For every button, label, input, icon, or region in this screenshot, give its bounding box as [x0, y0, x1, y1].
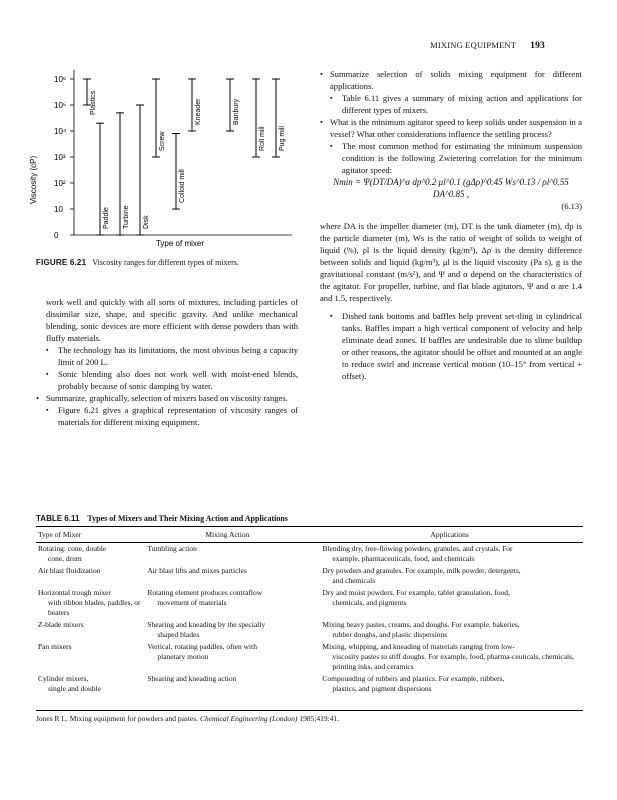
figure-caption-text: Viscosity ranges for different types of mixers. [92, 258, 239, 267]
source-end: 1985;419:41. [299, 714, 340, 723]
bullet-baffles: ▪ Dished tank bottoms and baffles help prevent set-tling in cylindrical tanks. Baffles impart a high vertical component of velocity and help eliminate dead zones. If baffles are undesirable due to slime buildup or other reasons, the agitator should be offset and mounted at an angle to reduce swirl and increase vertical motion (10–15° from vertical + offset). [320, 310, 582, 382]
cell-action [145, 565, 320, 587]
range-bar-screw [152, 79, 166, 157]
cell-applications-line1: Dry powders and granules. For example, milk powder, detergents, [322, 566, 521, 575]
cell-action-line1: Shearing and kneading by the specially [147, 620, 266, 629]
col-action: Mixing Action [145, 527, 320, 543]
figure-number: FIGURE 6.21 [36, 258, 87, 267]
bar-label: Turbine [123, 205, 130, 229]
y-tick-label: 0 [54, 231, 59, 240]
source-text: Jones R L. Mixing equipment for powders and pastes. [36, 714, 199, 723]
cell-action-line2: planetary motion [157, 652, 209, 661]
bar-label: Kneader [195, 98, 202, 125]
cell-applications-line2: plastics, and pigment dispersions [332, 684, 432, 693]
viscosity-chart [30, 60, 300, 250]
left-column [36, 296, 298, 428]
table-row [36, 619, 583, 641]
table-row [36, 673, 583, 695]
cell-applications-line1: Blending dry, free-flowing powders, granules, and crystals. For [322, 544, 513, 553]
cell-type-line1: Horizontal trough mixer [38, 588, 111, 597]
y-tick-label: 10³ [54, 153, 66, 162]
cell-applications [320, 619, 583, 641]
cell-type-line1: Cylinder mixers, [38, 674, 89, 683]
table-row [36, 565, 583, 587]
y-tick-label: 10⁴ [54, 127, 67, 136]
cell-applications [320, 543, 583, 566]
range-bar-pug-mill [272, 79, 286, 157]
bullet-figure-ref: ▪ Figure 6.21 gives a graphical representation of viscosity ranges of materials for different mixing equipment. [36, 404, 298, 428]
cell-type [36, 673, 145, 695]
bar-label: Paddle [103, 207, 110, 229]
table-header-row [36, 527, 583, 543]
cell-action [145, 587, 320, 619]
cell-applications-line2: chemicals, and pigments [332, 598, 407, 607]
bullet-summarize-graphically: • Summarize, graphically, selection of mixers based on viscosity ranges. [36, 392, 298, 404]
page-number: 193 [530, 41, 545, 51]
cell-type-line2: cone, drum [48, 554, 82, 563]
range-bar-kneader [188, 79, 202, 131]
y-axis-label: Viscosity (cP) [29, 155, 38, 205]
bar-label: Pug mill [279, 126, 286, 151]
bar-label: Colloid mill [179, 169, 186, 203]
y-tick-label: 10² [54, 179, 66, 188]
source-journal: Chemical Engineering (London) [199, 714, 298, 723]
bar-label: Roll mill [259, 126, 266, 151]
cell-type-line1: Pan mixers [38, 642, 72, 651]
cell-applications-line1: Mixing, whipping, and kneading of materials ranging from low- [322, 642, 515, 651]
cell-type-line1: Z-blade mixers [38, 620, 84, 629]
where-paragraph: where DA is the impeller diameter (m), DT is the tank diameter (m), dp is the particle diameter (m), Ws is the ratio of weight of solids to weight of liquid (%), ρl is the liquid density (kg/m³), Δρ is the density difference between solids and liquid (kg/m³), μl is the liquid viscosity (Pa s), g is the gravitational constant (m/s²), and Ψ and α depend on the characteristics of the agitator. For propeller, turbine, and flat blade agitators, Ψ and α are 1.4 and 1.5, respectively. [320, 221, 582, 303]
equation: Nmin = Ψ(DT/DA)^α dp^0.2 μl^0.1 (gΔρ)^0.45 Ws^0.13 / ρl^0.55 DA^0.85 , [333, 177, 569, 199]
equation-number: (6.13) [561, 201, 582, 211]
y-tick-label: 10⁶ [54, 75, 67, 84]
cell-type-line1: Rotating: cone, double [38, 544, 107, 553]
cell-applications-line1: Compounding of rubbers and plastics. For example, rubbers, [322, 674, 505, 683]
cell-action [145, 641, 320, 673]
table-row [36, 587, 583, 619]
bullet-zwietering: ▪ The most common method for estimating the minimum suspension condition is the following Zwietering correlation for the minimum agitator speed: [320, 140, 582, 176]
cell-applications [320, 673, 583, 695]
cell-applications-line1: Dry and moist powders. For example, tablet granulation, food, [322, 588, 510, 597]
bullet-capacity: ▪ The technology has its limitations, the most obvious being a capacity limit of 200 L. [36, 344, 298, 368]
cell-action-line2: movement of materials [157, 598, 227, 607]
y-tick-label: 10 [54, 205, 63, 214]
x-axis-label: Type of mixer [155, 239, 205, 248]
range-bar-banbury [226, 79, 240, 131]
cell-action-line1: Shearing and kneading action [147, 674, 237, 683]
cell-type [36, 619, 145, 641]
cell-action [145, 543, 320, 566]
cell-action-line1: Air blast lifts and mixes particles [147, 566, 247, 575]
paragraph-cont: work well and quickly with all sorts of mixtures, including particles of dissimilar size, shape, and specific gravity. And unlike mechanical blending, sonic devices are more efficient with dense powders than with fluffy materials. [46, 297, 298, 343]
range-bar-colloid-mill [172, 134, 186, 209]
bar-label: Banbury [233, 98, 240, 125]
bullet-agitator-speed: • What is the minimum agitator speed to keep solids under suspension in a vessel? What other considerations influence the settling process? [320, 116, 582, 140]
table-body [36, 543, 583, 696]
table-row [36, 543, 583, 566]
range-bar-plastics [83, 79, 97, 115]
bar-label: Plastics [90, 90, 97, 115]
cell-type [36, 587, 145, 619]
cell-applications [320, 641, 583, 673]
figure-caption [36, 258, 316, 267]
col-type: Type of Mixer [36, 527, 145, 543]
cell-applications [320, 587, 583, 619]
cell-type [36, 543, 145, 566]
cell-type [36, 565, 145, 587]
cell-applications [320, 565, 583, 587]
bar-label: Disk [143, 215, 150, 229]
cell-action-line1: Vertical, rotating paddles, often with [147, 642, 257, 651]
cell-action [145, 673, 320, 695]
y-axis-ticks [54, 75, 74, 240]
cell-applications-line1: Mixing heavy pastes, creams, and doughs. For example, bakeries, [322, 620, 520, 629]
range-bar-disk [136, 105, 150, 235]
cell-type-line2: single and double [48, 684, 101, 693]
col-applications: Applications [320, 527, 583, 543]
table-row [36, 641, 583, 673]
table-caption [36, 514, 296, 523]
range-bar-turbine [116, 113, 130, 235]
cell-applications-line2: and chemicals [332, 576, 376, 585]
range-bar-roll-mill [252, 79, 266, 157]
table-source [36, 710, 583, 723]
bullet-damping: ▪ Sonic blending also does not work well with moist-ened blends, probably because of sonic damping by water. [36, 368, 298, 392]
cell-applications-line2: viscosity pastes to stiff doughs. For example, food, pharma-ceuticals, chemicals, printing inks, and ceramics [332, 652, 574, 671]
cell-applications-line2: rubber doughs, and plastic dispersions [332, 630, 448, 639]
running-header [430, 40, 545, 51]
cell-action-line1: Tumbling action [147, 544, 197, 553]
range-bars [83, 79, 286, 235]
bullet-table-ref: ▪ Table 6.11 gives a summary of mixing action and applications for different types of mixers. [320, 92, 582, 116]
cell-type-line2: with ribbon blades, paddles, or beaters [48, 598, 141, 617]
table-number: TABLE 6.11 [36, 514, 80, 523]
cell-action-line2: shaped blades [157, 630, 200, 639]
bar-label: Screw [159, 131, 166, 151]
table-title: Types of Mixers and Their Mixing Action and Applications [87, 514, 288, 523]
running-title: MIXING EQUIPMENT [430, 40, 517, 50]
right-column [320, 68, 582, 382]
cell-type [36, 641, 145, 673]
cell-applications-line2: example, pharmaceuticals, food, and chemicals [332, 554, 475, 563]
bullet-summarize-solids: • Summarize selection of solids mixing equipment for different applications. [320, 68, 582, 92]
mixers-table [36, 526, 583, 695]
cell-action-line1: Rotating element produces contraflow [147, 588, 263, 597]
range-bar-paddle [96, 123, 110, 235]
cell-action [145, 619, 320, 641]
cell-type-line1: Air blast fluidization [38, 566, 101, 575]
y-tick-label: 10⁵ [54, 101, 67, 110]
